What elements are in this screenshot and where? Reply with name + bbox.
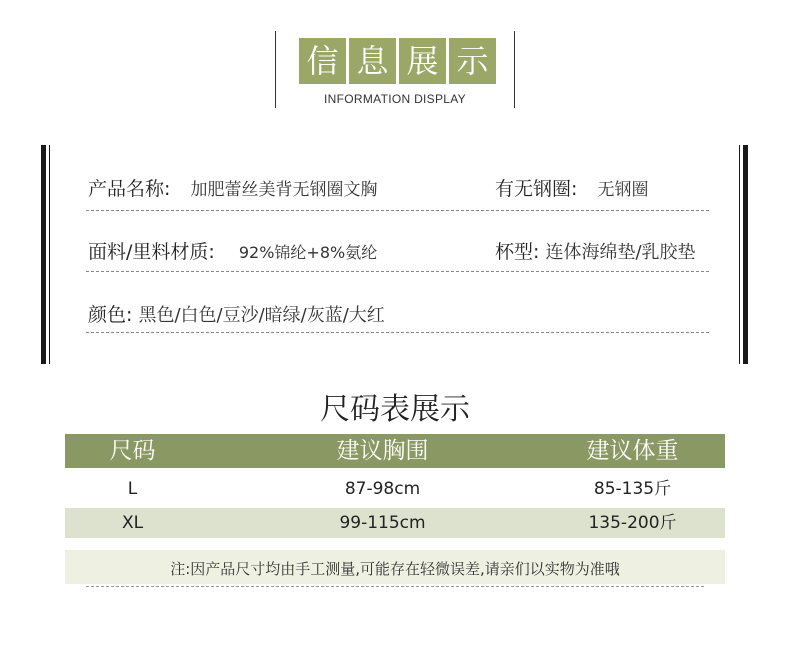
info-divider-3 <box>86 332 709 333</box>
info-divider-2 <box>86 271 709 272</box>
table-row <box>65 474 725 504</box>
size-cell: L <box>127 479 138 499</box>
header-right-rule <box>514 31 515 108</box>
cup-row <box>495 237 696 264</box>
info-panel-left-bar <box>41 145 46 364</box>
size-header-bust: 建议胸围 <box>336 438 429 464</box>
title-char-3: 展 <box>399 38 446 84</box>
size-header-weight: 建议体重 <box>586 438 679 464</box>
cup-value: 连体海绵垫/乳胶垫 <box>545 242 696 263</box>
wire-label: 有无钢圈: <box>495 178 578 200</box>
info-divider-1 <box>86 210 709 211</box>
product-name-value: 加肥蕾丝美背无钢圈文胸 <box>190 180 378 200</box>
section-title <box>299 38 496 84</box>
measurement-note: 注:因产品尺寸均由手工测量,可能存在轻微误差,请亲们以实物为准哦 <box>170 560 620 578</box>
product-name-label: 产品名称: <box>88 178 171 200</box>
cup-label: 杯型: <box>495 241 540 263</box>
table-row <box>65 508 725 538</box>
weight-cell: 135-200斤 <box>588 513 677 533</box>
section-subtitle: INFORMATION DISPLAY <box>324 92 466 106</box>
size-chart-title: 尺码表展示 <box>320 392 470 427</box>
size-table-header <box>65 434 725 468</box>
bust-cell: 99-115cm <box>339 513 426 533</box>
wire-value: 无钢圈 <box>597 180 649 200</box>
color-row <box>88 300 385 327</box>
color-label: 颜色: <box>88 304 133 326</box>
title-char-2: 息 <box>349 38 396 84</box>
material-value: 92%锦纶+8%氨纶 <box>238 243 378 262</box>
material-label: 面料/里料材质: <box>88 241 215 263</box>
info-panel-left-thin-bar <box>49 145 50 364</box>
weight-cell: 85-135斤 <box>593 479 672 499</box>
title-char-1: 信 <box>299 38 346 84</box>
product-name-row <box>88 174 377 201</box>
wire-row <box>495 174 648 201</box>
color-value: 黑色/白色/豆沙/暗绿/灰蓝/大红 <box>138 305 385 326</box>
size-header-size: 尺码 <box>109 438 156 464</box>
bust-cell: 87-98cm <box>344 479 421 499</box>
note-divider <box>86 586 704 587</box>
info-panel-right-bar <box>743 145 748 364</box>
title-char-4: 示 <box>449 38 496 84</box>
size-cell: XL <box>121 513 144 533</box>
info-panel-right-thin-bar <box>739 145 740 364</box>
material-row <box>88 237 377 264</box>
